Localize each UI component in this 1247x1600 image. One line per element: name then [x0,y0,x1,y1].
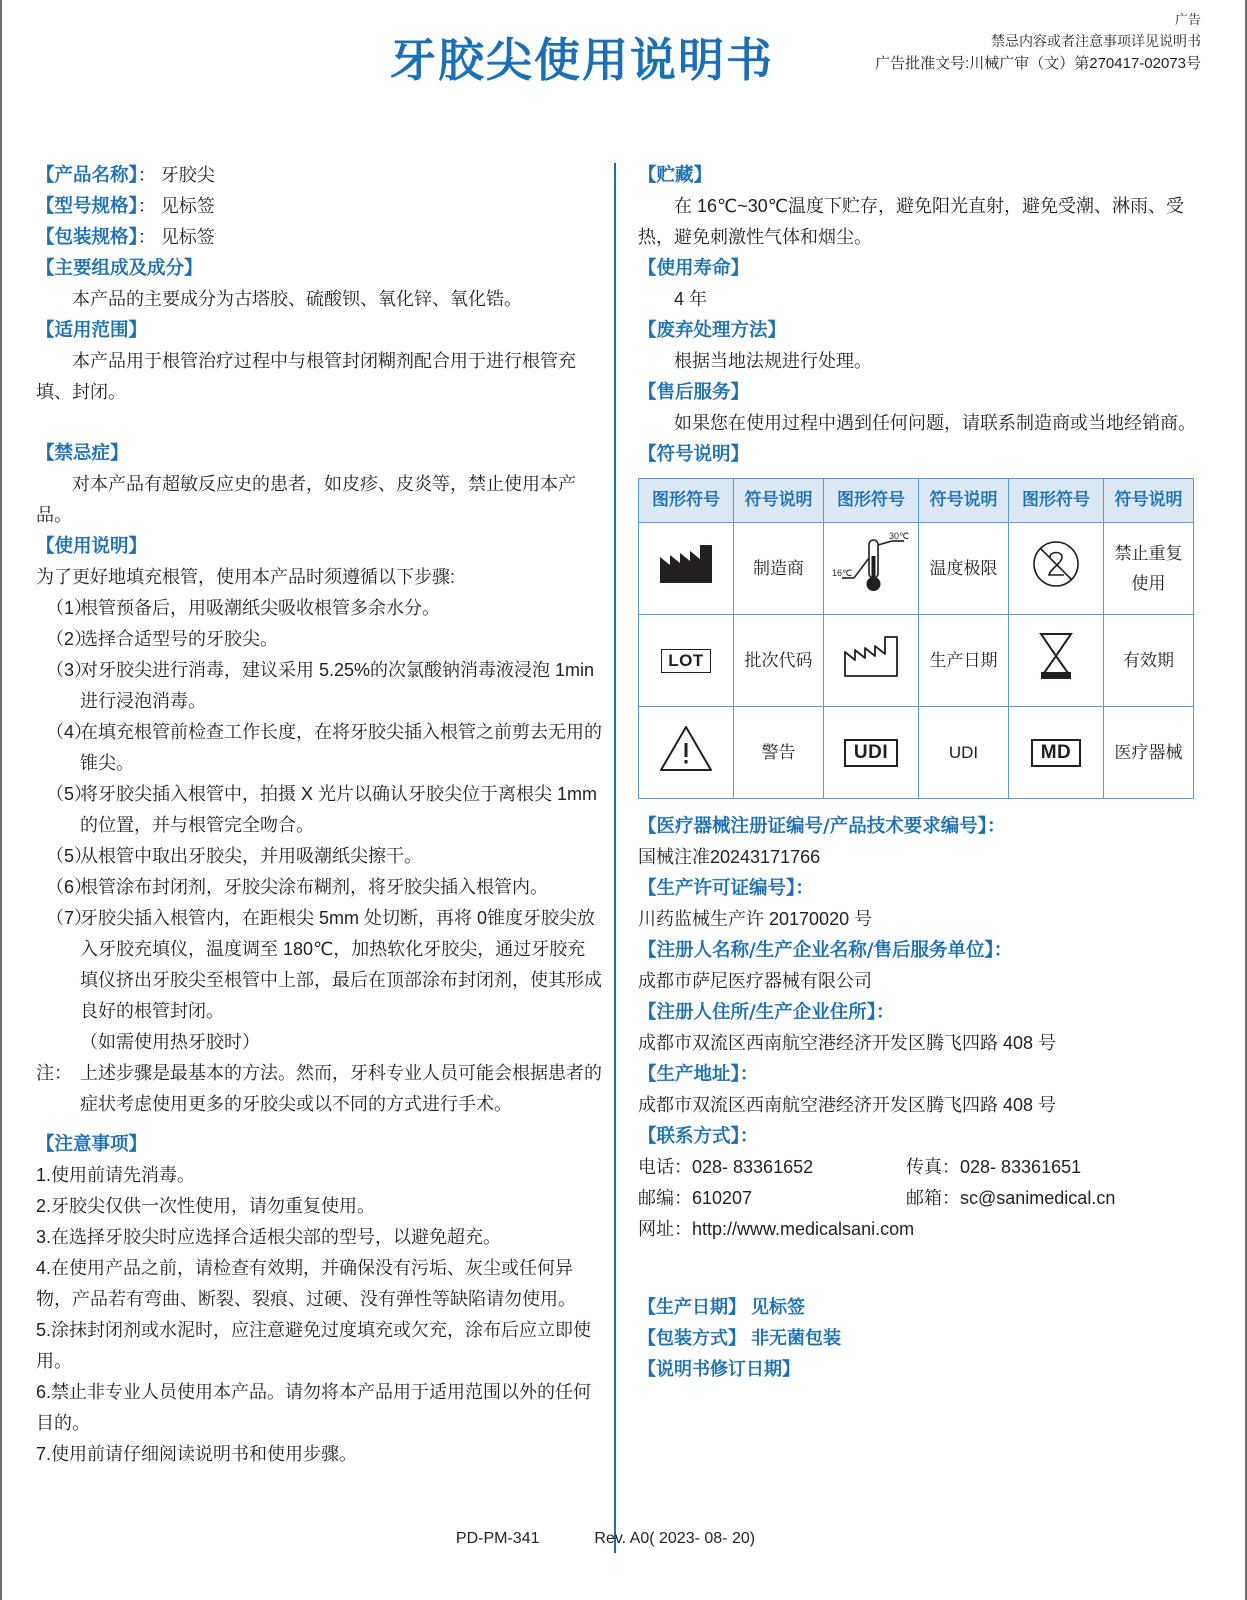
list-item: 5.涂抹封闭剂或水泥时，应注意避免过度填充或欠充，涂布后应立即使用。 [36,1320,592,1371]
step-text: 牙胶尖插入根管内，在距根尖 5mm 处切断，再将 0锥度牙胶尖放入牙胶充填仪，温度调至 180℃，加热软化牙胶尖，通过牙胶充填仪挤出牙胶尖至根管中上部，最后在顶部涂布封闭剂，使其形成良好的根管封闭。 [80,908,602,1021]
contact-heading: 【联系方式】： [638,1126,759,1147]
list-item: 2.牙胶尖仅供一次性使用，请勿重复使用。 [36,1196,376,1216]
service-life-heading: 【使用寿命】 [638,258,750,279]
field-model [36,191,602,222]
symbol-cell-medical-device [1009,707,1104,799]
step-text: 根管涂布封闭剂，牙胶尖涂布糊剂，将牙胶尖插入根管内。 [80,877,548,897]
advertisement-notice-block [681,10,1201,76]
phone-value: 028- 83361652 [692,1157,814,1177]
symbol-cell-manufacturer [639,523,734,615]
symbol-cell-temperature-limit [824,523,919,615]
email-field [906,1183,1204,1214]
usage-note [36,1058,602,1120]
list-item: 7.使用前请仔细阅读说明书和使用步骤。 [36,1444,358,1464]
symbol-desc-udi: UDI [919,707,1009,799]
list-item: 3.在选择牙胶尖时应选择合适根尖部的型号，以避免超充。 [36,1227,502,1247]
hourglass-icon [1035,631,1077,691]
list-item: 1.使用前请先消毒。 [36,1165,196,1185]
manufacture-date-label: 【生产日期】 [638,1297,746,1317]
ad-label: 广告 [1174,12,1201,27]
fax-label: 传真： [906,1157,960,1177]
website-field [638,1214,1204,1245]
manufacture-date-value: 见标签 [751,1297,806,1317]
field-revision-date [638,1354,1204,1385]
symbol-desc-medical-device: 医疗器械 [1104,707,1194,799]
disposal-text: 根据当地法规进行处理。 [674,351,872,371]
symbol-cell-warning [639,707,734,799]
phone-field [638,1152,906,1183]
lot-box-icon: LOT [661,649,711,673]
registration-number-value: 国械注准20243171766 [638,847,821,867]
step-text: 对牙胶尖进行消毒，建议采用 5.25%的次氯酸钠消毒液浸泡 1min 进行浸泡消毒。 [80,660,595,711]
contact-row-zip-email [638,1183,1204,1214]
ad-notice: 禁忌内容或者注意事项详见说明书 [991,33,1201,49]
table-row [639,615,1194,707]
warning-triangle-icon [658,723,714,783]
list-item [36,841,602,872]
symbol-desc-manufacturer: 制造商 [734,523,824,615]
column-header: 符号说明 [919,479,1009,523]
symbol-cell-do-not-reuse [1009,523,1104,615]
column-header: 图形符号 [1009,479,1104,523]
registrant-address-heading: 【注册人住所/生产企业住所】： [638,1002,895,1023]
factory-address-heading: 【生产地址】： [638,1064,759,1085]
desc-line-1: 禁止重复 [1114,543,1183,563]
list-item [36,624,602,655]
symbol-cell-udi [824,707,919,799]
list-item: 6.禁止非专业人员使用本产品。请勿将本产品用于适用范围以外的任何目的。 [36,1382,592,1433]
zip-field [638,1183,906,1214]
udi-box-icon: UDI [844,739,898,767]
packaging-type-label: 【包装方式】 [638,1328,746,1348]
symbol-legend-table [638,478,1194,799]
list-item [36,872,602,903]
symbol-desc-do-not-reuse [1104,523,1194,615]
field-manufacture-date [638,1292,1204,1323]
right-column [638,160,1204,1385]
website-label: 网址： [638,1219,692,1239]
list-item [36,655,602,717]
factory-outline-icon [842,634,900,688]
registrant-value: 成都市萨尼医疗器械有限公司 [638,971,872,991]
column-divider [614,163,616,1553]
registrant-heading: 【注册人名称/生产企业名称/售后服务单位】： [638,940,1013,961]
step-number: （2） [46,629,93,649]
symbol-desc-manufacture-date: 生产日期 [919,615,1009,707]
symbol-desc-expiry: 有效期 [1104,615,1194,707]
table-row [639,523,1194,615]
table-row [639,707,1194,799]
symbols-heading: 【符号说明】 [638,444,750,465]
factory-address-value: 成都市双流区西南航空港经济开发区腾飞四路 408 号 [638,1095,1057,1115]
website-value[interactable]: http://www.medicalsani.com [692,1219,915,1239]
model-value: ： 见标签 [137,196,215,216]
product-name-label: 【产品名称】 [36,165,138,186]
desc-line-2: 使用 [1131,573,1166,593]
list-item [36,903,602,1027]
contraindication-text: 对本产品有超敏反应史的患者，如皮疹、皮炎等，禁止使用本产品。 [36,474,576,525]
symbol-cell-manufacture-date [824,615,919,707]
step-text: 根管预备后，用吸潮纸尖吸收根管多余水分。 [80,598,440,618]
step-text: 在填充根管前检查工作长度，在将牙胶尖插入根管之前剪去无用的锥尖。 [80,722,602,773]
note-label: 注： [36,1063,72,1083]
symbol-cell-expiry [1009,615,1104,707]
phone-label: 电话： [638,1157,692,1177]
symbol-cell-lot [639,615,734,707]
service-life-value: 4 年 [674,289,708,309]
step-text: 选择合适型号的牙胶尖。 [80,629,278,649]
revision-code: Rev. A0( 2023- 08- 20) [594,1530,756,1547]
model-label: 【型号规格】 [36,196,138,217]
packaging-type-value: 非无菌包装 [751,1328,842,1348]
svg-text:30℃: 30℃ [889,531,910,541]
page-title: 牙胶尖使用说明书 [390,33,774,87]
step-extra-note: （如需使用热牙胶时） [80,1032,260,1052]
package-value: ： 见标签 [137,227,215,247]
step-number: （6） [46,877,93,897]
document-code: PD-PM-341 [455,1530,540,1547]
note-text: 上述步骤是最基本的方法。然而，牙科专业人员可能会根据患者的症状考虑使用更多的牙胶尖或以不同的方式进行手术。 [80,1063,602,1114]
disposal-heading: 【废弃处理方法】 [638,320,787,341]
symbol-desc-temperature-limit: 温度极限 [919,523,1009,615]
list-item [36,717,602,779]
fax-field [906,1152,1204,1183]
list-item: 4.在使用产品之前，请检查有效期，并确保没有污垢、灰尘或任何异物，产品若有弯曲、断裂、裂痕、过硬、没有弹性等缺陷请勿使用。 [36,1258,576,1309]
step-number: （5） [46,846,93,866]
symbol-desc-warning: 警告 [734,707,824,799]
production-license-value: 川药监械生产许 20170020 号 [638,909,873,929]
column-header: 图形符号 [639,479,734,523]
symbol-desc-lot: 批次代码 [734,615,824,707]
ad-approval-number: 广告批准文号:川械广审（文）第270417-02073号 [875,55,1201,72]
field-package-spec [36,222,602,253]
document-header [2,0,1247,112]
usage-steps-list [36,593,602,1058]
production-license-heading: 【生产许可证编号】： [638,878,814,899]
step-text: 从根管中取出牙胶尖，并用吸潮纸尖擦干。 [80,846,422,866]
step-number: （7） [46,908,93,928]
column-header: 符号说明 [1104,479,1194,523]
thermometer-icon [832,532,910,606]
storage-heading: 【贮藏】 [638,165,713,186]
field-product-name [36,160,602,191]
step-number: （1） [46,598,93,618]
composition-heading: 【主要组成及成分】 [36,258,203,279]
column-header: 符号说明 [734,479,824,523]
package-label: 【包装规格】 [36,227,138,248]
zip-value: 610207 [692,1188,753,1208]
registration-number-heading: 【医疗器械注册证编号/产品技术要求编号】： [638,816,1006,837]
usage-heading: 【使用说明】 [36,536,148,557]
fax-value: 028- 83361651 [960,1157,1082,1177]
caution-list [36,1160,602,1470]
factory-filled-icon [658,543,714,595]
scope-text: 本产品用于根管治疗过程中与根管封闭糊剂配合用于进行根管充填、封闭。 [36,351,576,402]
contraindication-heading: 【禁忌症】 [36,443,129,464]
after-sales-heading: 【售后服务】 [638,382,750,403]
do-not-reuse-icon [1031,539,1081,599]
scope-heading: 【适用范围】 [36,320,148,341]
footer-inner [450,1530,761,1548]
table-header-row [639,479,1194,523]
left-column [36,160,602,1470]
email-value: sc@sanimedical.cn [960,1188,1116,1208]
email-label: 邮箱： [906,1188,960,1208]
step-number: （4） [46,722,93,742]
composition-text: 本产品的主要成分为古塔胶、硫酸钡、氧化锌、氧化锆。 [72,289,522,309]
registrant-address-value: 成都市双流区西南航空港经济开发区腾飞四路 408 号 [638,1033,1057,1053]
usage-intro: 为了更好地填充根管，使用本产品时须遵循以下步骤: [36,567,455,587]
product-name-value: ： 牙胶尖 [137,165,215,185]
caution-heading: 【注意事项】 [36,1134,148,1155]
zip-label: 邮编： [638,1188,692,1208]
step-number: （3） [46,660,93,680]
contact-row-phone-fax [638,1152,1204,1183]
list-item [36,593,602,624]
field-packaging-type [638,1323,1204,1354]
after-sales-text: 如果您在使用过程中遇到任何问题，请联系制造商或当地经销商。 [674,413,1196,433]
document-footer [2,1530,1247,1548]
md-box-icon: MD [1031,739,1082,767]
step-text: 将牙胶尖插入根管中，拍摄 X 光片以确认牙胶尖位于离根尖 1mm 的位置，并与根管完全吻合。 [80,784,598,835]
revision-date-label: 【说明书修订日期】 [638,1359,800,1379]
list-item [36,779,602,841]
step-number: （5） [46,784,93,804]
svg-text:16℃: 16℃ [832,567,853,578]
storage-text: 在 16℃~30℃温度下贮存，避免阳光直射，避免受潮、淋雨、受热，避免刺激性气体和烟尘。 [638,196,1184,247]
column-header: 图形符号 [824,479,919,523]
